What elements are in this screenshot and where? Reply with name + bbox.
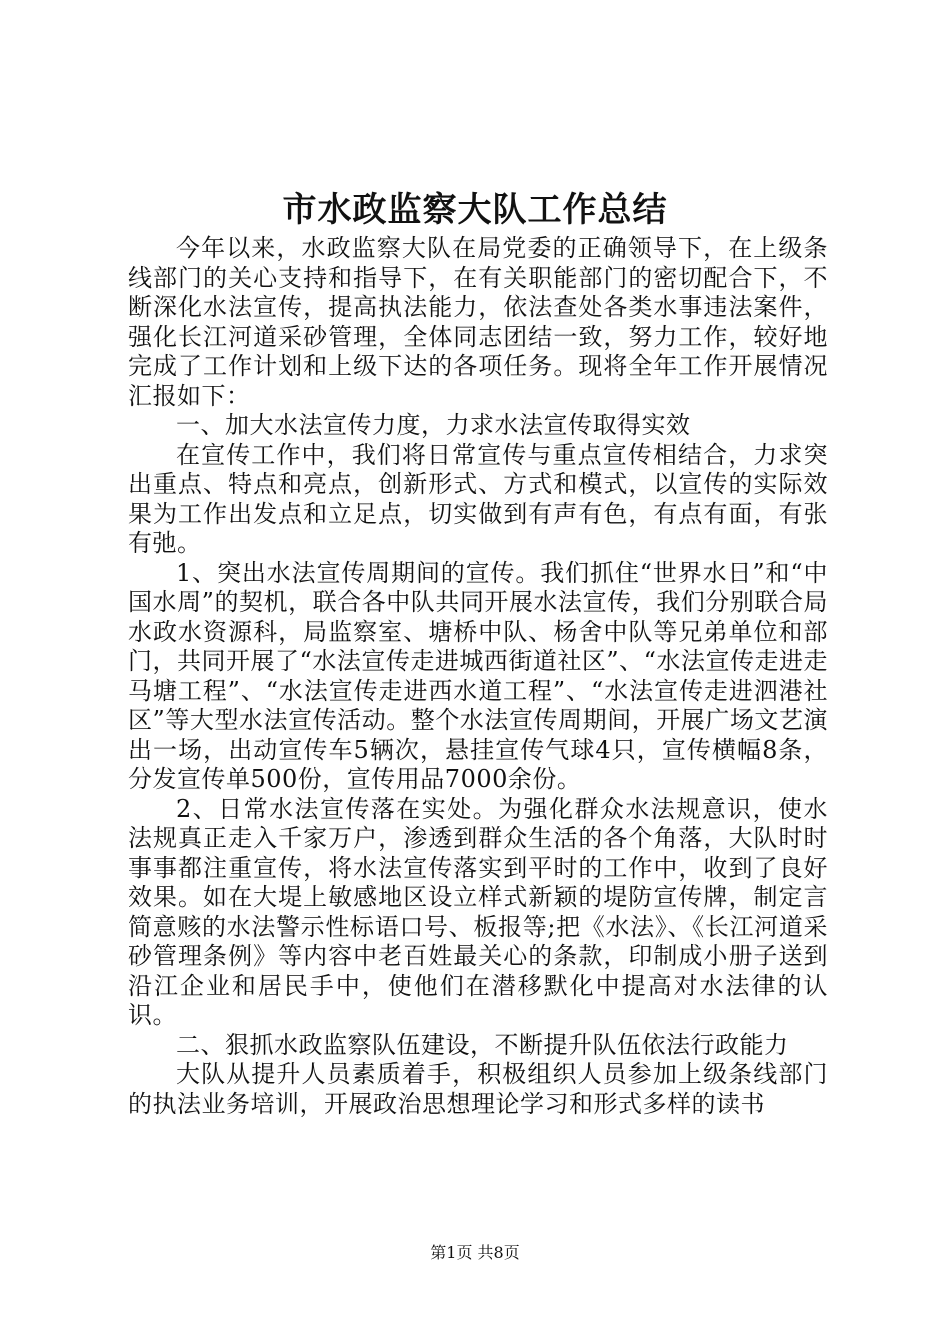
paragraph-intro: 今年以来，水政监察大队在局党委的正确领导下，在上级条线部门的关心支持和指导下，在有关职能部门的密切配合下，不断深化水法宣传，提高执法能力，依法查处各类水事违法案件，强化长江河道采砂管理，全体同志团结一致，努力工作，较好地完成了工作计划和上级下达的各项任务。现将全年工作开展情况汇报如下： [128, 234, 828, 410]
document-title: 市水政监察大队工作总结 [282, 190, 668, 230]
paragraph-daily-publicity: 2、日常水法宣传落在实处。为强化群众水法规意识，使水法规真正走入千家万户，渗透到群众生活的各个角落，大队时时事事都注重宣传，将水法宣传落实到平时的工作中，收到了良好效果。如在大堤上敏感地区设立样式新颖的堤防宣传牌，制定言简意赅的水法警示性标语口号、板报等;把《水法》、《长江河道采砂管理条例》等内容中老百姓最关心的条款，印制成小册子送到沿江企业和居民手中，使他们在潜移默化中提高对水法律的认识。 [128, 794, 828, 1029]
section-heading-1: 一、加大水法宣传力度，力求水法宣传取得实效 [176, 411, 691, 439]
paragraph-team-building: 大队从提升人员素质着手，积极组织人员参加上级条线部门的执法业务培训，开展政治思想理论学习和形式多样的读书 [128, 1060, 828, 1118]
section-heading-2: 二、狠抓水政监察队伍建设，不断提升队伍依法行政能力 [176, 1030, 789, 1059]
paragraph-publicity-overview: 在宣传工作中，我们将日常宣传与重点宣传相结合，力求突出重点、特点和亮点，创新形式、方式和模式，以宣传的实际效果为工作出发点和立足点，切实做到有声有色，有点有面，有张有弛。 [128, 440, 828, 557]
document-body [128, 234, 828, 1119]
paragraph-water-week: 1、突出水法宣传周期间的宣传。我们抓住“世界水日”和“中国水周”的契机，联合各中队共同开展水法宣传，我们分别联合局水政水资源科，局监察室、塘桥中队、杨舍中队等兄弟单位和部门，共同开展了“水法宣传走进城西街道社区”、“水法宣传走进走马塘工程”、“水法宣传走进西水道工程”、“水法宣传走进泗港社区”等大型水法宣传活动。整个水法宣传周期间，开展广场文艺演出一场，出动宣传车5辆次，悬挂宣传气球4只，宣传横幅8条，分发宣传单500份，宣传用品7000余份。 [128, 558, 828, 793]
page-footer: 第1页 共8页 [430, 1243, 520, 1262]
